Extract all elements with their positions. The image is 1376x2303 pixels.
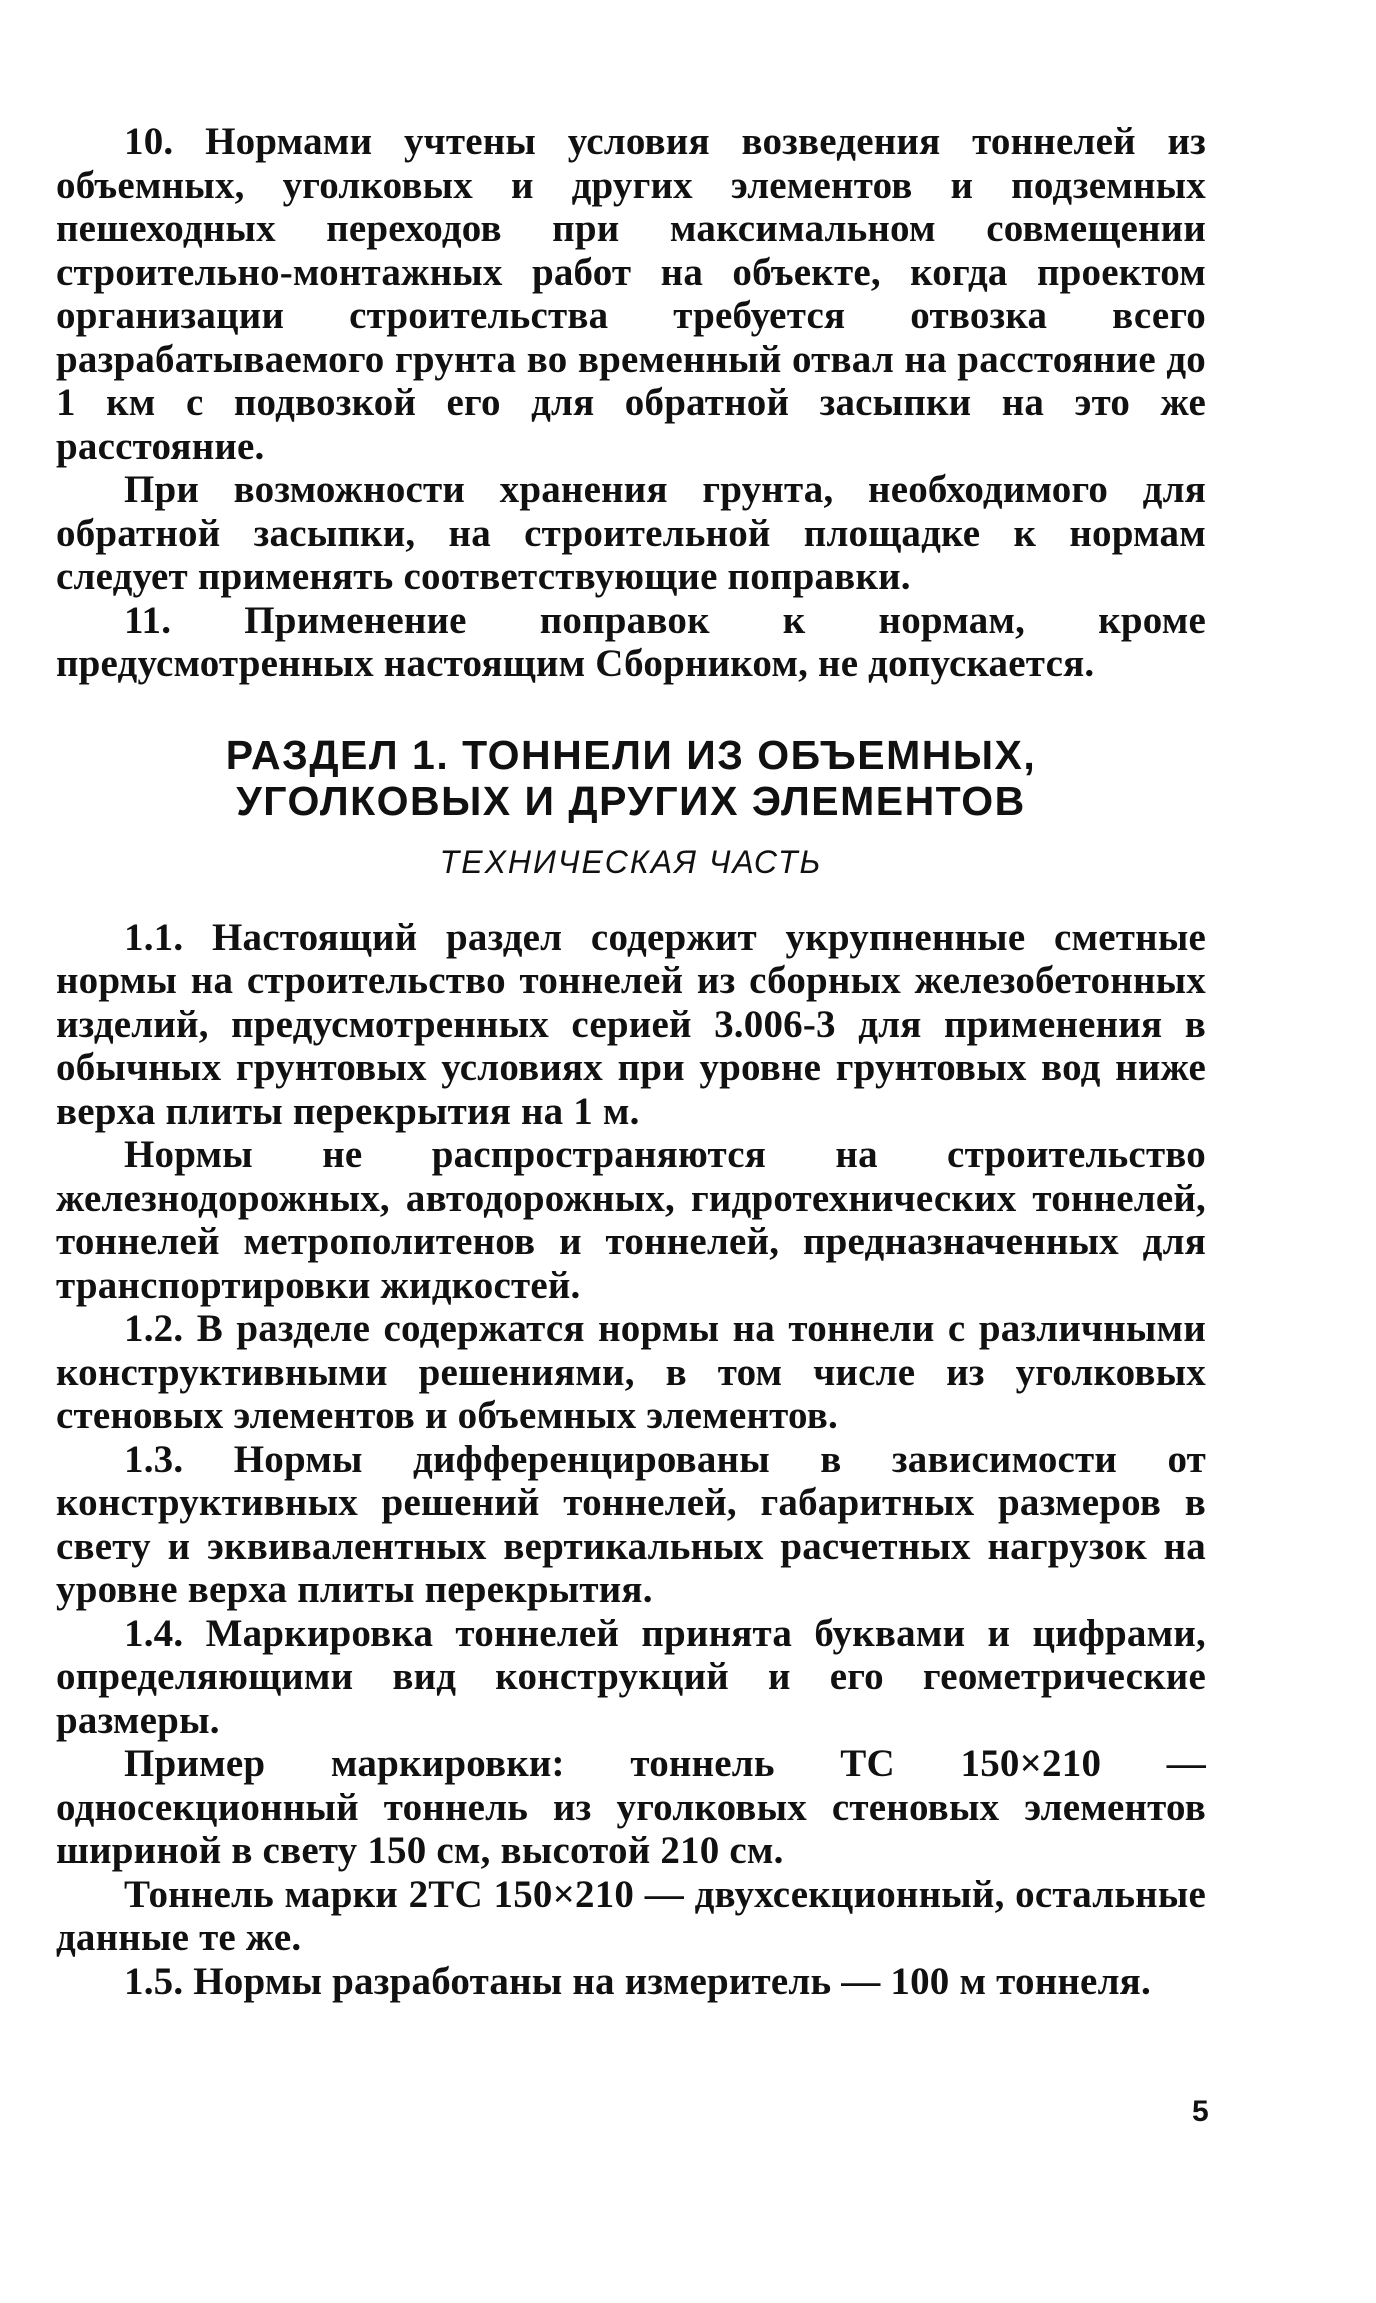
paragraph-1-1-continuation (56, 1133, 1206, 1307)
section-title-line-2: УГОЛКОВЫХ И ДРУГИХ ЭЛЕМЕНТОВ (236, 777, 1026, 824)
paragraph-number: 1.3. (124, 1437, 184, 1481)
section-title (56, 732, 1206, 824)
paragraph-11 (56, 599, 1206, 686)
paragraph-text: Применение поправок к нормам, кроме предусмотренных настоящим Сборником, не допускается. (56, 598, 1206, 685)
paragraph-10-continuation (56, 468, 1206, 599)
paragraph-text: Настоящий раздел содержит укрупненные сметные нормы на строительство тоннелей из сборных железобетонных изделий, предусмотренных серией 3.006-3 для применения в обычных грунтовых условиях при уровне грунтовых вод ниже верха плиты перекрытия на 1 м. (56, 915, 1206, 1133)
paragraph-text: Тоннель марки 2ТС 150×210 — двухсекционный, остальные данные те же. (56, 1872, 1206, 1959)
paragraph-number: 11. (124, 598, 172, 642)
paragraph-number: 1.5. (124, 1959, 184, 2003)
paragraph-number: 1.2. (124, 1307, 184, 1350)
paragraph-text: Нормы дифференцированы в зависимости от конструктивных решений тоннелей, габаритных размеров в свету и эквивалентных вертикальных расчетных нагрузок на уровне верха плиты перекрытия. (56, 1437, 1206, 1611)
paragraph-1-1 (56, 916, 1206, 1134)
paragraph-number: 10. (124, 120, 174, 163)
paragraph-1-2 (56, 1307, 1206, 1438)
paragraph-number: 1.4. (124, 1611, 184, 1655)
paragraph-text: Нормами учтены условия возведения тоннелей из объемных, уголковых и других элементов и подземных пешеходных переходов при максимальном совмещении строительно-монтажных работ на объекте, когда проектом организации строительства требуется отвозка всего разрабатываемого грунта во временный отвал на расстояние до 1 км с подвозкой его для обратной засыпки на это же расстояние. (56, 120, 1206, 468)
document-page (56, 120, 1206, 2003)
paragraph-text: В разделе содержатся нормы на тоннели с различными конструктивными решениями, в том числе из уголковых стеновых элементов и объемных элементов. (56, 1307, 1206, 1437)
paragraph-1-3 (56, 1438, 1206, 1612)
section-title-line-1: РАЗДЕЛ 1. ТОННЕЛИ ИЗ ОБЪЕМНЫХ, (225, 731, 1037, 778)
paragraph-text: Нормы не распространяются на строительство железнодорожных, автодорожных, гидротехнических тоннелей, тоннелей метрополитенов и тоннелей, предназначенных для транспортировки жидкостей. (56, 1133, 1206, 1307)
paragraph-1-4-example (56, 1742, 1206, 1873)
paragraph-1-5 (56, 1960, 1206, 2004)
paragraph-1-4 (56, 1612, 1206, 1743)
page-number: 5 (1192, 2095, 1209, 2128)
paragraph-text: Нормы разработаны на измеритель — 100 м тоннеля. (183, 1959, 1151, 2003)
paragraph-text: Маркировка тоннелей принята буквами и цифрами, определяющими вид конструкций и его геометрические размеры. (56, 1611, 1206, 1742)
section-subtitle: ТЕХНИЧЕСКАЯ ЧАСТЬ (439, 843, 823, 880)
paragraph-number: 1.1. (124, 915, 184, 959)
paragraph-text: Пример маркировки: тоннель ТС 150×210 — односекционный тоннель из уголковых стеновых элементов шириной в свету 150 см, высотой 210 см. (56, 1742, 1206, 1872)
paragraph-text: При возможности хранения грунта, необходимого для обратной засыпки, на строительной площадке к нормам следует применять соответствующие поправки. (56, 468, 1206, 598)
paragraph-10 (56, 120, 1206, 468)
paragraph-1-4-example-2 (56, 1873, 1206, 1960)
